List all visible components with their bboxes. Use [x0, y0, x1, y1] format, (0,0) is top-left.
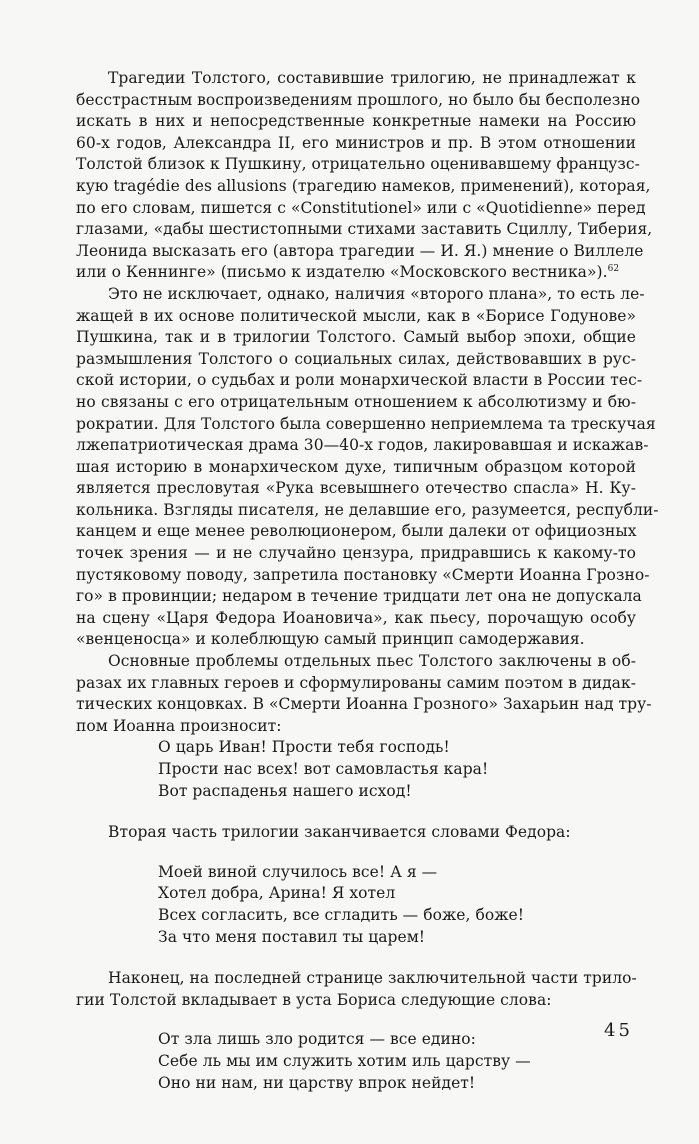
- footnote-marker: 62: [607, 264, 620, 275]
- text-line-content: или о Кеннинге» (письмо к издателю «Московского вестника»).: [76, 263, 608, 282]
- text-line: разах их главных героев и сформулированы самим поэтом в дидак-: [76, 673, 636, 692]
- text-line: кольника. Взгляды писателя, не делавшие его, разумеется, республи-: [76, 500, 659, 519]
- text-line: го» в провинции; недаром в течение тридцати лет она не допускала: [76, 587, 642, 606]
- verse-line: Вот распаденья нашего исход!: [158, 781, 412, 800]
- paragraph-5: [76, 968, 636, 1011]
- page-number: 45: [604, 1020, 633, 1041]
- verse-line: За что меня поставил ты царем!: [158, 927, 426, 946]
- text-line: Толстой близок к Пушкину, отрицательно оценивавшему французс-: [76, 155, 640, 174]
- text-line: Основные проблемы отдельных пьес Толстого заключены в об-: [108, 652, 636, 671]
- verse-line: Себе ль мы им служить хотим иль царству —: [158, 1051, 531, 1070]
- text-line: пустяковому поводу, запретила постановку «Смерти Иоанна Грозно-: [76, 565, 650, 584]
- text-line: тических концовках. В «Смерти Иоанна Грозного» Захарьин над тру-: [76, 695, 652, 714]
- page-body: [76, 68, 659, 1094]
- text-line: глазами, «дабы шестистопными стихами заставить Сциллу, Тиберия,: [76, 220, 653, 239]
- verse-quote-3: [76, 1029, 636, 1094]
- verse-line: Моей виной случилось все! А я —: [158, 862, 438, 881]
- spacer: [76, 1011, 636, 1029]
- text-line: кую tragédie des allusions (трагедию намеков, применений), которая,: [76, 176, 651, 195]
- text-line: ской истории, о судьбах и роли монархической власти в России тес-: [76, 371, 643, 390]
- verse-line: Прости нас всех! вот самовластья кара!: [158, 760, 489, 778]
- text-line: Трагедии Толстого, составившие трилогию, не принадлежат к: [108, 69, 636, 87]
- text-line: Леонида высказать его (автора трагедии — И. Я.) мнение о Виллеле: [76, 241, 644, 260]
- text-line: [76, 262, 636, 284]
- paragraph-1: [76, 68, 653, 284]
- text-line: лжепатриотическая драма 30—40-х годов, лакировавшая и искажав-: [76, 436, 649, 455]
- verse-line: От зла лишь зло родится — все едино:: [158, 1030, 476, 1049]
- text-line: «венценосца» и колеблющую самый принцип самодержавия.: [76, 630, 585, 649]
- text-line: канцем и еще менее революционером, были далеки от официозных: [76, 522, 637, 541]
- text-line: гии Толстой вкладывает в уста Бориса следующие слова:: [76, 990, 552, 1009]
- spacer: [76, 948, 636, 968]
- text-line: пом Иоанна произносит:: [76, 716, 282, 735]
- text-line: на сцену «Царя Федора Иоановича», как пьесу, порочащую особу: [76, 608, 636, 627]
- text-line: размышления Толстого о социальных силах, действовавших в рус-: [76, 349, 636, 368]
- verse-line: О царь Иван! Прости тебя господь!: [158, 738, 450, 757]
- text-line: шая историю в монархическом духе, типичным образцом которой: [76, 457, 636, 476]
- verse-line: Оно ни нам, ни царству впрок нейдет!: [158, 1073, 476, 1092]
- text-line: является пресловутая «Рука всевышнего отечество спасла» Н. Ку-: [76, 479, 636, 498]
- text-line: по его словам, пишется с «Constitutionel» или с «Quotidienne» перед: [76, 198, 646, 217]
- paragraph-2: [76, 284, 659, 651]
- paragraph-3: [76, 651, 652, 737]
- text-line: бесстрастным воспроизведениям прошлого, но было бы бесполезно: [76, 90, 641, 109]
- text-line: точек зрения — и не случайно цензура, придравшись к какому-то: [76, 544, 636, 563]
- text-line: искать в них и непосредственные конкретные намеки на Россию: [76, 112, 636, 131]
- text-line: 60-х годов, Александра II, его министров и пр. В этом отношении: [76, 133, 636, 152]
- paragraph-4: [76, 822, 636, 844]
- verse-line: Хотел добра, Арина! Я хотел: [158, 884, 396, 903]
- text-line: жащей в их основе политической мысли, как в «Борисе Годунове»: [76, 306, 636, 325]
- text-line: Вторая часть трилогии заканчивается словами Федора:: [108, 823, 571, 842]
- verse-quote-1: [76, 737, 636, 802]
- verse-line: Всех согласить, все сгладить — боже, боже!: [158, 905, 525, 924]
- text-line: Пушкина, так и в трилогии Толстого. Самый выбор эпохи, общие: [76, 328, 636, 347]
- spacer: [76, 802, 636, 822]
- spacer: [76, 844, 636, 862]
- text-line: рократии. Для Толстого была совершенно неприемлема та трескучая: [76, 414, 656, 433]
- text-line: Это не исключает, однако, наличия «второго плана», то есть ле-: [108, 284, 645, 303]
- text-line: но связаны с его отрицательным отношением к абсолютизму и бю-: [76, 392, 636, 411]
- verse-quote-2: [76, 862, 636, 948]
- text-line: Наконец, на последней странице заключительной части трило-: [108, 969, 637, 988]
